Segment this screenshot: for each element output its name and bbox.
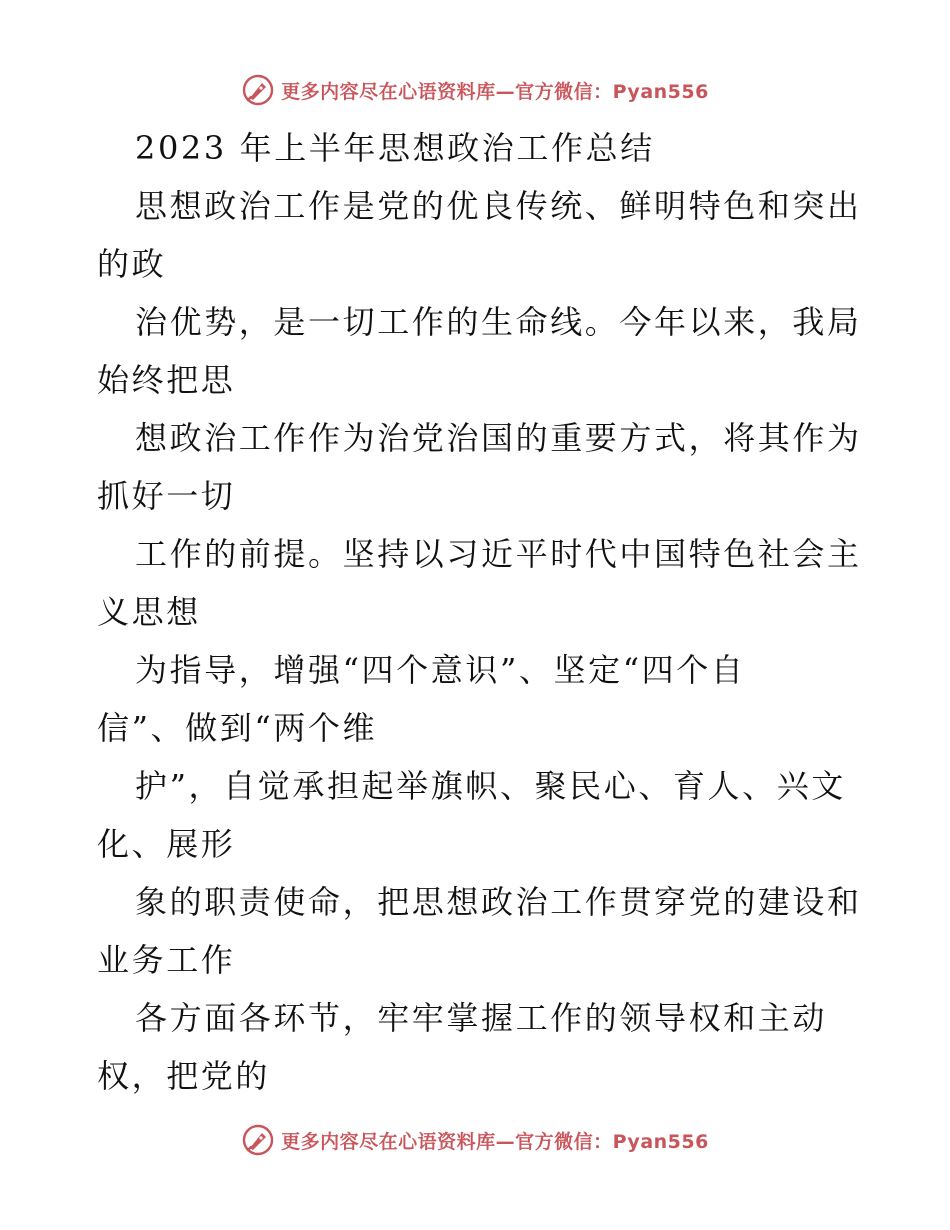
paragraph-line: 的政 — [97, 245, 167, 283]
paragraph-line: 义思想 — [97, 593, 201, 631]
paragraph-line: 工作的前提。坚持以习近平时代中国特色社会主 — [135, 535, 862, 573]
paragraph-line: 各方面各环节，牢牢掌握工作的领导权和主动 — [135, 999, 828, 1037]
paragraph-line: 思想政治工作是党的优良传统、鲜明特色和突出 — [135, 187, 862, 225]
pen-nib-logo-icon — [241, 73, 275, 107]
paragraph-line: 护”，自觉承担起举旗帜、聚民心、育人、兴文 — [135, 767, 846, 805]
paragraph-line: 化、展形 — [97, 825, 236, 863]
header-watermark — [0, 70, 950, 110]
paragraph-line: 始终把思 — [97, 361, 236, 399]
paragraph-line: 为指导，增强“四个意识”、坚定“四个自 — [135, 651, 746, 689]
watermark-text: 更多内容尽在心语资料库—官方微信：Pyan556 — [281, 80, 709, 103]
footer-watermark — [0, 1120, 950, 1160]
document-title: 2023 年上半年思想政治工作总结 — [135, 129, 655, 167]
paragraph-line: 业务工作 — [97, 941, 236, 979]
paragraph-line: 权，把党的 — [97, 1057, 271, 1095]
paragraph-line: 治优势，是一切工作的生命线。今年以来，我局 — [135, 303, 862, 341]
paragraph-line: 想政治工作作为治党治国的重要方式，将其作为 — [135, 419, 862, 457]
pen-nib-logo-icon — [241, 1123, 275, 1157]
paragraph-line: 抓好一切 — [97, 477, 236, 515]
paragraph-line: 信”、做到“两个维 — [97, 709, 378, 747]
watermark-text: 更多内容尽在心语资料库—官方微信：Pyan556 — [281, 1130, 709, 1153]
paragraph-line: 象的职责使命，把思想政治工作贯穿党的建设和 — [135, 883, 862, 921]
